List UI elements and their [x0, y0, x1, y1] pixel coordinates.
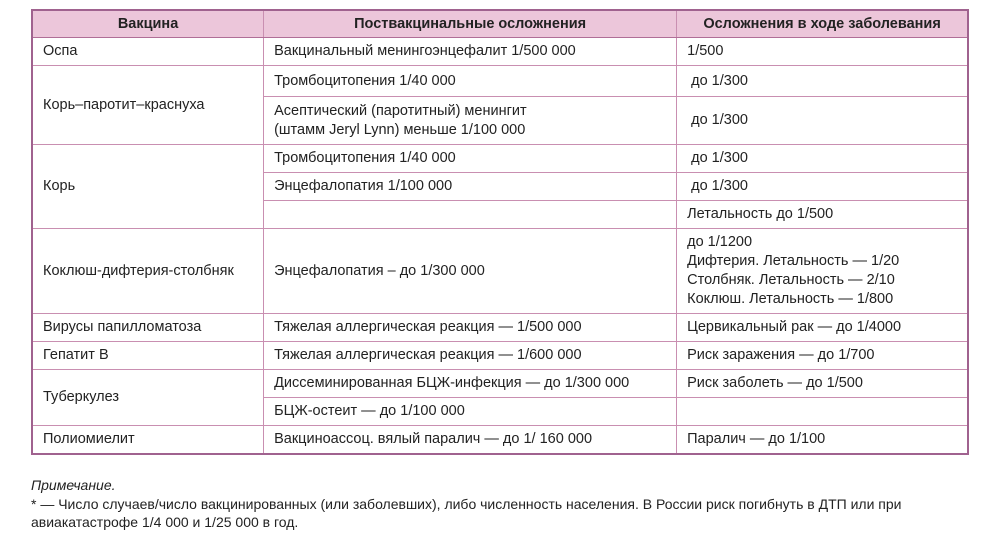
disease-cell: до 1/300 [677, 173, 968, 201]
disease-cell [677, 398, 968, 426]
vaccine-cell: Гепатит B [32, 342, 264, 370]
disease-line: Дифтерия. Летальность — 1/20 [687, 253, 900, 269]
post-cell: Энцефалопатия – до 1/300 000 [264, 229, 677, 314]
table-row [32, 38, 968, 66]
footnote-line: * — Число случаев/число вакцинированных (или заболевших), либо численность населения. В России риск погибнуть в ДТП или при [31, 495, 902, 512]
disease-cell: Паралич — до 1/100 [677, 426, 968, 455]
disease-cell: до 1/300 [677, 66, 968, 97]
post-cell: Вакцинальный менингоэнцефалит 1/500 000 [264, 38, 677, 66]
vaccine-cell: Корь–паротит–краснуха [32, 66, 264, 145]
disease-line: Коклюш. Летальность — 1/800 [687, 291, 894, 307]
disease-line: до 1/1200 [687, 234, 753, 250]
vaccine-cell: Вирусы папилломатоза [32, 314, 264, 342]
table-row [32, 342, 968, 370]
post-cell: Тромбоцитопения 1/40 000 [264, 66, 677, 97]
post-cell: Вакциноассоц. вялый паралич — до 1/ 160 000 [264, 426, 677, 455]
vaccine-complications-table [31, 9, 969, 455]
post-cell [264, 201, 677, 229]
footnote-line: авиакатастрофе 1/4 000 и 1/25 000 в год. [31, 514, 299, 530]
header-post-vaccination: Поствакцинальные осложнения [264, 10, 677, 38]
header-disease-complications: Осложнения в ходе заболевания [677, 10, 968, 38]
vaccine-cell: Оспа [32, 38, 264, 66]
disease-cell: Летальность до 1/500 [677, 201, 968, 229]
disease-line: Столбняк. Летальность — 2/10 [687, 272, 895, 288]
post-cell: Тяжелая аллергическая реакция — 1/500 000 [264, 314, 677, 342]
disease-cell: Цервикальный рак — до 1/4000 [677, 314, 968, 342]
disease-cell: Риск заболеть — до 1/500 [677, 370, 968, 398]
disease-cell: 1/500 [677, 38, 968, 66]
table-row [32, 426, 968, 455]
post-cell: Тяжелая аллергическая реакция — 1/600 000 [264, 342, 677, 370]
disease-cell [677, 229, 968, 314]
post-line: Асептический (паротитный) менингит [274, 102, 527, 119]
disease-cell: до 1/300 [677, 97, 968, 145]
post-line: (штамм Jeryl Lynn) меньше 1/100 000 [274, 121, 526, 138]
post-cell: БЦЖ-остеит — до 1/100 000 [264, 398, 677, 426]
post-cell: Диссеминированная БЦЖ-инфекция — до 1/300 000 [264, 370, 677, 398]
vaccine-cell: Туберкулез [32, 370, 264, 426]
disease-cell: до 1/300 [677, 145, 968, 173]
table-header-row [32, 10, 968, 38]
vaccine-cell: Коклюш-дифтерия-столбняк [32, 229, 264, 314]
footnote-title: Примечание. [31, 477, 116, 493]
vaccine-cell: Полиомиелит [32, 426, 264, 455]
table-row [32, 314, 968, 342]
post-cell [264, 97, 677, 145]
table-row [32, 66, 968, 97]
disease-cell: Риск заражения — до 1/700 [677, 342, 968, 370]
vaccine-cell: Корь [32, 145, 264, 229]
footnote [31, 476, 901, 532]
table-row [32, 370, 968, 398]
header-vaccine: Вакцина [32, 10, 264, 38]
table-row [32, 145, 968, 173]
post-cell: Тромбоцитопения 1/40 000 [264, 145, 677, 173]
table-row [32, 229, 968, 314]
post-cell: Энцефалопатия 1/100 000 [264, 173, 677, 201]
